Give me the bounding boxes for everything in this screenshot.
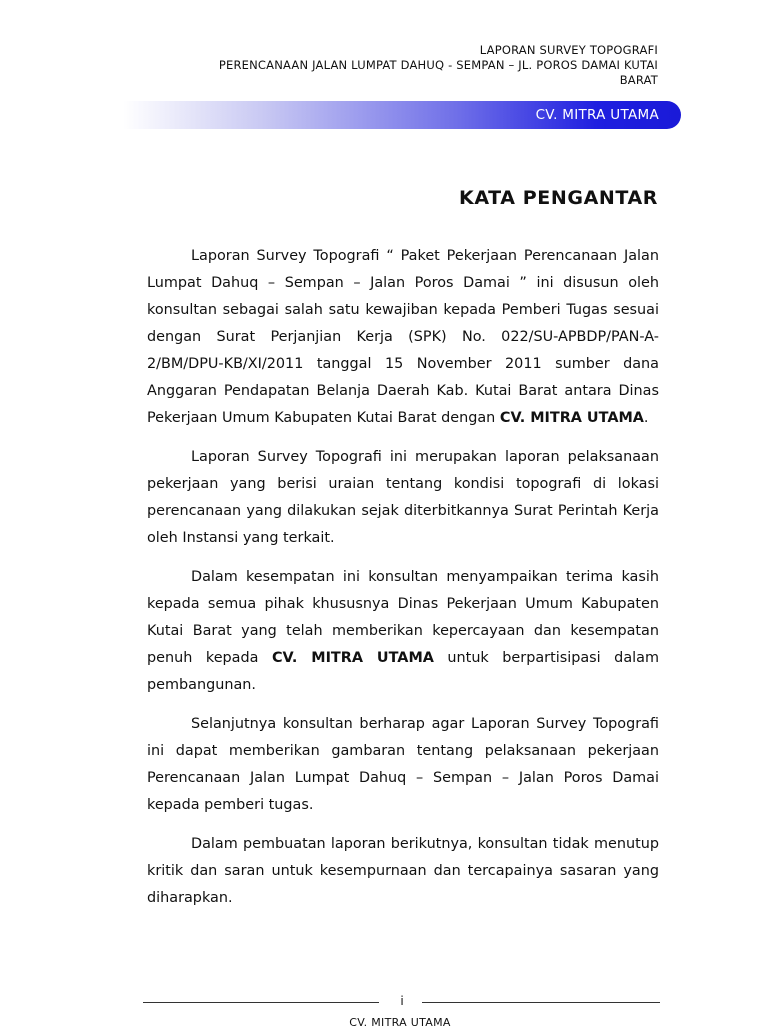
paragraph-1-company: CV. MITRA UTAMA [499,410,644,426]
paragraph-5-text: Dalam pembuatan laporan berikutnya, konsultan tidak menutup kritik dan saran untuk kesempurnaan dan tercapainya sasaran yang diharapkan. [147,836,659,906]
header-project-line-continued: BARAT [619,73,658,87]
paragraph-4-text: Selanjutnya konsultan berharap agar Laporan Survey Topografi ini dapat memberikan gambaran tentang pelaksanaan pekerjaan Perencanaan Jalan Lumpat Dahuq – Sempan – Jalan Poros Damai kepada pemberi tugas. [147,716,659,813]
paragraph-1 [147,243,659,432]
header-project-line: PERENCANAAN JALAN LUMPAT DAHUQ - SEMPAN – JL. POROS DAMAI KUTAI [218,58,658,72]
page-number: i [400,994,404,1008]
paragraph-3-text: Dalam kesempatan ini konsultan menyampaikan terima kasih kepada semua pihak khususnya Dinas Pekerjaan Umum Kabupaten Kutai Barat yang telah memberikan kepercayaan dan kesempatan penuh kepada [147,569,659,666]
paragraph-3 [147,564,659,699]
document-body [147,243,659,924]
company-banner [123,101,681,129]
paragraph-2-text: Laporan Survey Topografi ini merupakan laporan pelaksanaan pekerjaan yang berisi uraian tentang kondisi topografi di lokasi perencanaan yang dilakukan sejak diterbitkannya Surat Perintah Kerja oleh Instansi yang terkait. [147,449,659,546]
paragraph-1-tail: . [643,410,649,426]
paragraph-3-company: CV. MITRA UTAMA [271,650,434,666]
banner-company-name: CV. MITRA UTAMA [535,107,659,123]
header-report-title: LAPORAN SURVEY TOPOGRAFI [479,43,658,57]
paragraph-2 [147,444,659,552]
running-header [98,43,658,88]
page-title: KATA PENGANTAR [459,187,658,209]
paragraph-3-tail: untuk berpartisipasi dalam pembangunan. [147,650,659,693]
paragraph-1-text: Laporan Survey Topografi “ Paket Pekerjaan Perencanaan Jalan Lumpat Dahuq – Sempan – Jalan Poros Damai ” ini disusun oleh konsultan sebagai salah satu kewajiban kepada Pemberi Tugas sesuai dengan Surat Perjanjian Kerja (SPK) No. 022/SU-APBDP/PAN-A-2/BM/DPU-KB/XI/2011 tanggal 15 November 2011 sumber dana Anggaran Pendapatan Belanja Daerah Kab. Kutai Barat antara Dinas Pekerjaan Umum Kabupaten Kutai Barat dengan [147,248,659,426]
footer-divider-left [143,1002,379,1003]
paragraph-5 [147,831,659,912]
footer-company-name: CV. MITRA UTAMA [349,1016,451,1029]
footer-divider-right [422,1002,660,1003]
paragraph-4 [147,711,659,819]
